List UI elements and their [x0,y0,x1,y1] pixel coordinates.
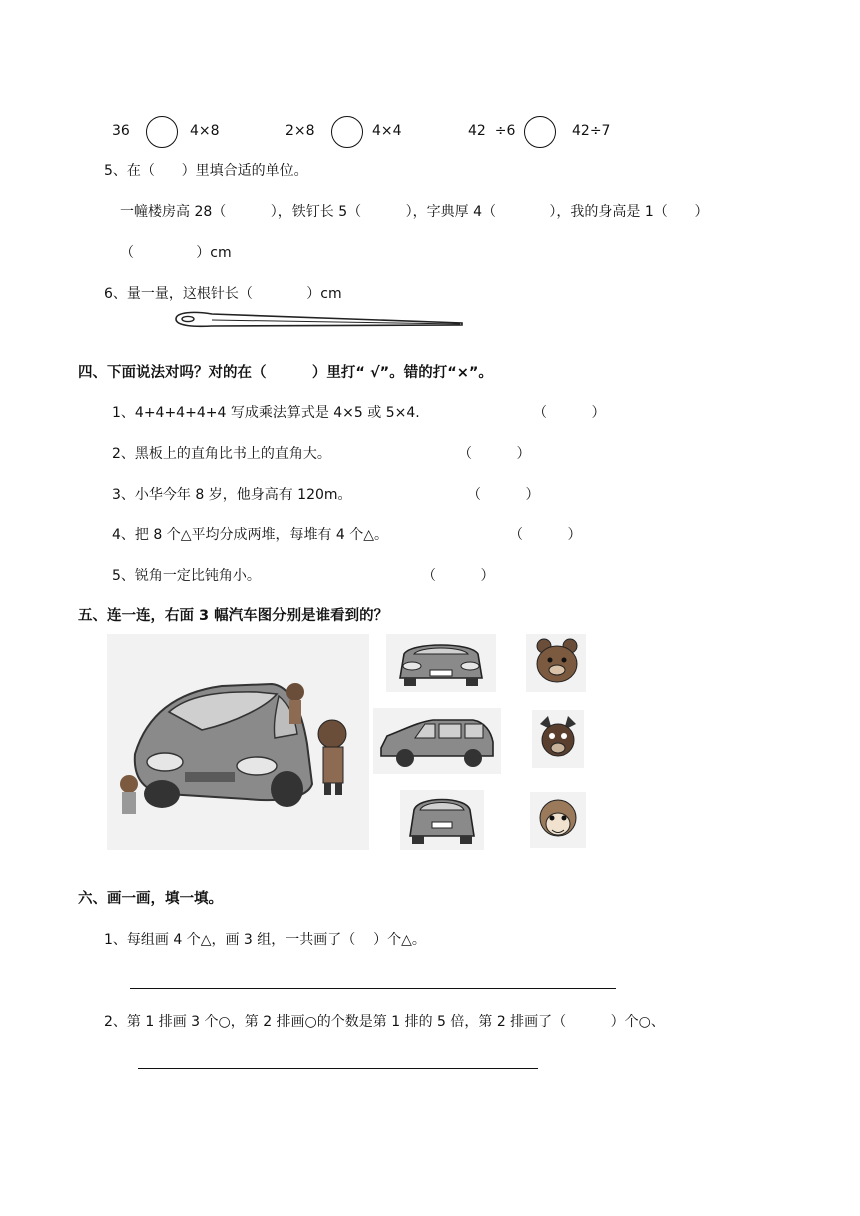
compare-c1: 42 ÷6 [468,123,516,139]
s4-item-2-blank[interactable]: （ ） [458,446,531,462]
compare-b2: 4×4 [372,123,402,139]
s4-item-5: 5、锐角一定比钝角小。 [112,568,261,584]
s4-item-4-blank[interactable]: （ ） [509,527,582,543]
s6-answer-line-2[interactable] [138,1068,538,1069]
compare-circle-1[interactable] [146,116,178,148]
s4-item-2: 2、黑板上的直角比书上的直角大。 [112,446,331,462]
s4-item-4: 4、把 8 个△平均分成两堆，每堆有 4 个△。 [112,527,389,543]
compare-a2: 4×8 [190,123,220,139]
s4-item-3: 3、小华今年 8 岁，他身高有 120m。 [112,487,352,503]
section5-heading: 五、连一连，右面 3 幅汽车图分别是谁看到的？ [78,608,389,624]
section4-heading: 四、下面说法对吗？对的在（ ）里打“ √”。错的打“×”。 [78,365,493,381]
s4-item-3-blank[interactable]: （ ） [467,487,540,503]
compare-circle-3[interactable] [524,116,556,148]
s6-item-1: 1、每组画 4 个△，画 3 组，一共画了（ ）个△。 [104,932,426,948]
q5-line1: 一幢楼房高 28（ ），铁钉长 5（ ），字典厚 4（ ），我的身高是 1（ ） [120,204,709,220]
needle-icon [172,308,467,330]
car-front-image [386,634,496,692]
s4-item-1: 1、4+4+4+4+4 写成乘法算式是 4×5 或 5×4. [112,405,420,421]
car-side-image [373,708,501,774]
compare-c2: 42÷7 [572,123,611,139]
dog-face-image [532,710,584,768]
car-back-image [400,790,484,850]
compare-circle-2[interactable] [331,116,363,148]
s6-answer-line-1[interactable] [130,988,616,989]
q5-title: 5、在（ ）里填合适的单位。 [104,163,308,179]
compare-b1: 2×8 [285,123,315,139]
s6-item-2: 2、第 1 排画 3 个○，第 2 排画○的个数是第 1 排的 5 倍，第 2 排画了（ ）个○、 [104,1014,665,1030]
s4-item-1-blank[interactable]: （ ） [533,405,606,421]
q5-line2: （ ）cm [120,245,232,261]
bear-face-image [526,634,586,692]
q6-title: 6、量一量，这根针长（ ）cm [104,286,342,302]
compare-a1: 36 [112,123,130,139]
car-scene-image [107,634,369,850]
monkey-face-image [530,792,586,848]
s4-item-5-blank[interactable]: （ ） [422,568,495,584]
section6-heading: 六、画一画，填一填。 [78,891,223,907]
